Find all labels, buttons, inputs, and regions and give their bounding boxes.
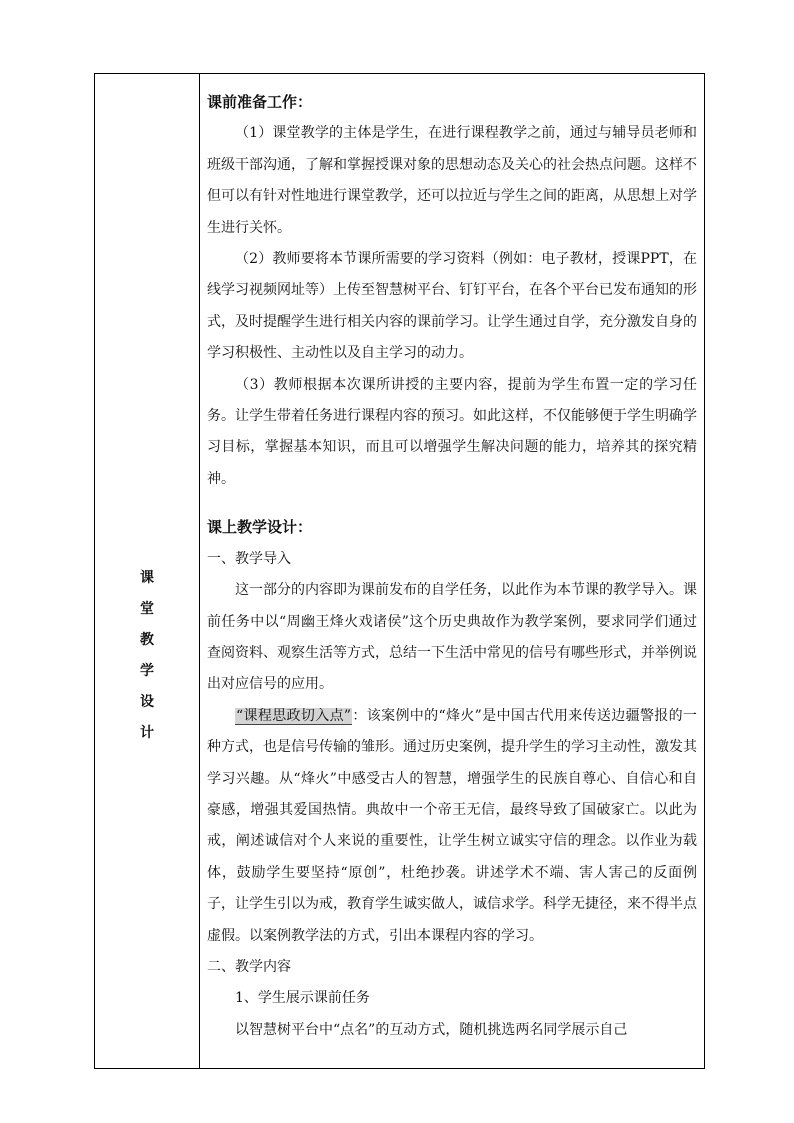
content-cell — [207, 87, 697, 1046]
intro-paragraph: 这一部分的内容即为课前发布的自学任务，以此作为本节课的教学导入。课前任务中以“周幽王烽火戏诸侯”这个历史典故作为教学案例，要求同学们通过查阅资料、观察生活等方式，总结一下生活中常见的信号有哪些形式，并举例说出对应信号的应用。 — [207, 582, 697, 693]
pre-class-heading: 课前准备工作： — [207, 93, 313, 111]
subsection-content: 二、教学内容 — [207, 958, 291, 975]
row-label-char: 设 — [140, 694, 154, 710]
task-display-paragraph: 以智慧树平台中“点名”的互动方式，随机挑选两名同学展示自己 — [235, 1021, 628, 1038]
row-label-char: 课 — [140, 570, 154, 586]
ideology-text: ：该案例中的“烽火”是中国古代用来传送边疆警报的一种方式，也是信号传输的雏形。通过历史案例，提升学生的学习主动性，激发其学习兴趣。从“烽火”中感受古人的智慧，增强学生的民族自尊心、自信心和自豪感，增强其爱国热情。典故中一个帝王无信，最终导致了国破家亡。以此为戒，阐述诚信对个人来说的重要性，让学生树立诚实守信的理念。以作业为载体，鼓励学生要坚持“原创”，杜绝抄袭。讲述学术不端、害人害己的反面例子，让学生引以为戒，教育学生诚实做人，诚信求学。科学无捷径，来不得半点虚假。以案例教学法的方式，引出本课程内容的学习。 — [207, 707, 697, 944]
ideology-highlight: “课程思政切入点” — [236, 707, 352, 724]
subsection-intro: 一、教学导入 — [207, 550, 291, 567]
lesson-table — [94, 73, 705, 1069]
pre-class-paragraph-3: （3）教师根据本次课所讲授的主要内容，提前为学生布置一定的学习任务。让学生带着任务进行课程内容的预习。如此这样，不仅能够便于学生明确学习目标，掌握基本知识，而且可以增强学生解决问题的能力，培养其的探究精神。 — [207, 376, 697, 487]
column-divider — [199, 74, 200, 1068]
subsection-task-display: 1、学生展示课前任务 — [235, 990, 370, 1007]
row-label-char: 计 — [140, 725, 154, 741]
row-label-char: 学 — [140, 663, 154, 679]
row-label-classroom-design — [95, 563, 199, 749]
in-class-heading: 课上教学设计： — [207, 518, 313, 537]
row-label-char: 堂 — [140, 601, 154, 617]
pre-class-paragraph-1: （1）课堂教学的主体是学生，在进行课程教学之前，通过与辅导员老师和班级干部沟通，了解和掌握授课对象的思想动态及关心的社会热点问题。这样不但可以有针对性地进行课堂教学，还可以拉近与学生之间的距离，从思想上对学生进行关怀。 — [207, 125, 697, 236]
pre-class-paragraph-2: （2）教师要将本节课所需要的学习资料（例如：电子教材，授课PPT，在线学习视频网址等）上传至智慧树平台、钉钉平台，在各个平台已发布通知的形式，及时提醒学生进行相关内容的课前学习。让学生通过自学，充分激发自身的学习积极性、主动性以及自主学习的动力。 — [207, 251, 697, 362]
ideology-paragraph — [207, 701, 697, 952]
row-label-char: 教 — [140, 632, 154, 648]
